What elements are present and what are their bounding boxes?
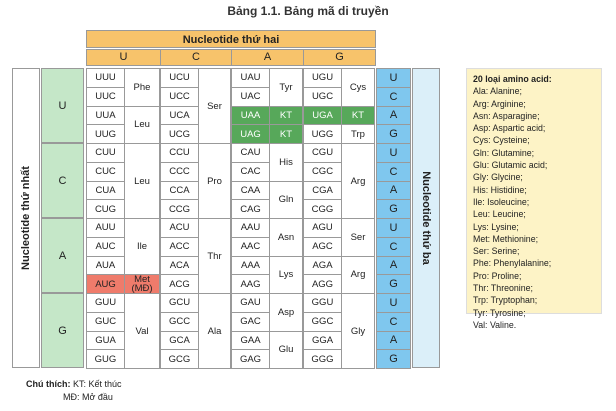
table-title: Bảng 1.1. Bảng mã di truyền	[227, 4, 389, 18]
amino-acid-legend	[466, 68, 602, 330]
amino-acid-kt3: KT	[341, 106, 375, 126]
codon-cell: CGG	[303, 199, 342, 219]
legend-item: Gln: Glutamine;	[473, 147, 535, 158]
codon-cell: AGU	[303, 218, 342, 238]
amino-acid-leu1: Leu	[124, 106, 160, 145]
amino-acid-trp: Trp	[341, 124, 375, 144]
third-base-cell: G	[376, 124, 411, 144]
legend-item: Glu: Glutamic acid;	[473, 160, 548, 171]
codon-cell: UGU	[303, 68, 342, 88]
codon-cell: CCG	[160, 199, 199, 219]
codon-cell: AAA	[231, 256, 270, 276]
legend-item: Cys: Cysteine;	[473, 135, 530, 146]
third-base-cell: U	[376, 218, 411, 238]
amino-acid-tyr: Tyr	[269, 68, 303, 107]
legend-item: Asp: Aspartic acid;	[473, 123, 546, 134]
legend-item: Phe: Phenylalanine;	[473, 258, 552, 269]
codon-cell: CUC	[86, 162, 125, 182]
codon-cell: GCC	[160, 312, 199, 332]
codon-cell: CAG	[231, 199, 270, 219]
codon-cell: GUU	[86, 293, 125, 313]
codon-cell: AGA	[303, 256, 342, 276]
amino-acid-val: Val	[124, 293, 160, 369]
codon-cell: ACC	[160, 237, 199, 257]
legend-item: Tyr: Tyrosine;	[473, 307, 526, 318]
third-nucleotide-label: Nucleotide thứ ba	[420, 171, 432, 265]
amino-acid-asp: Asp	[269, 293, 303, 332]
codon-cell: CCU	[160, 143, 199, 163]
column-header-a: A	[231, 49, 304, 66]
codon-cell: CCC	[160, 162, 199, 182]
codon-cell: UUU	[86, 68, 125, 88]
third-base-cell: C	[376, 312, 411, 332]
codon-cell: UCG	[160, 124, 199, 144]
amino-acid-his: His	[269, 143, 303, 182]
amino-acid-kt2: KT	[269, 124, 303, 144]
third-base-cell: U	[376, 293, 411, 313]
codon-cell: CAA	[231, 181, 270, 201]
amino-acid-phe: Phe	[124, 68, 160, 107]
codon-cell: ACG	[160, 274, 199, 294]
codon-cell: UCC	[160, 87, 199, 107]
third-base-cell: C	[376, 162, 411, 182]
codon-cell: AAC	[231, 237, 270, 257]
codon-cell: CUG	[86, 199, 125, 219]
codon-cell: UAU	[231, 68, 270, 88]
codon-cell: AGG	[303, 274, 342, 294]
codon-cell: CAU	[231, 143, 270, 163]
met-label: Met	[134, 274, 150, 286]
row-header-c: C	[41, 143, 84, 218]
third-base-cell: U	[376, 68, 411, 88]
second-nucleotide-header: Nucleotide thứ hai	[86, 30, 376, 48]
amino-acid-ser2: Ser	[341, 218, 375, 257]
legend-item: Ser: Serine;	[473, 246, 520, 257]
third-base-cell: A	[376, 331, 411, 351]
codon-cell: CGA	[303, 181, 342, 201]
note-line-1	[26, 379, 122, 389]
codon-cell: AUA	[86, 256, 125, 276]
codon-cell: AAU	[231, 218, 270, 238]
legend-item: His: Histidine;	[473, 184, 527, 195]
legend-item: Thr: Threonine;	[473, 283, 533, 294]
codon-cell: GUG	[86, 349, 125, 369]
row-header-u: U	[41, 68, 84, 143]
third-base-cell: C	[376, 237, 411, 257]
amino-acid-ser: Ser	[198, 68, 231, 144]
codon-cell: ACA	[160, 256, 199, 276]
amino-acid-pro: Pro	[198, 143, 231, 219]
legend-item: Ile: Isoleucine;	[473, 196, 530, 207]
codon-cell: CUA	[86, 181, 125, 201]
row-header-g: G	[41, 293, 84, 368]
amino-acid-arg2: Arg	[341, 256, 375, 295]
codon-cell: UGA	[303, 106, 342, 126]
amino-acid-glu: Glu	[269, 331, 303, 370]
legend-item: Pro: Proline;	[473, 270, 522, 281]
legend-item: Lys: Lysine;	[473, 221, 519, 232]
amino-acid-ala: Ala	[198, 293, 231, 369]
amino-acid-ile: Ile	[124, 218, 160, 275]
amino-acid-lys: Lys	[269, 256, 303, 295]
codon-cell: GCA	[160, 331, 199, 351]
codon-cell: CCA	[160, 181, 199, 201]
codon-cell: AUC	[86, 237, 125, 257]
codon-cell: UUC	[86, 87, 125, 107]
legend-item: Gly: Glycine;	[473, 172, 523, 183]
amino-acid-kt1: KT	[269, 106, 303, 126]
codon-cell: AUG	[86, 274, 125, 294]
amino-acid-thr: Thr	[198, 218, 231, 294]
codon-cell: UGG	[303, 124, 342, 144]
codon-cell: CGC	[303, 162, 342, 182]
row-header-a: A	[41, 218, 84, 293]
column-header-c: C	[160, 49, 232, 66]
codon-cell: UAC	[231, 87, 270, 107]
codon-cell: AAG	[231, 274, 270, 294]
amino-acid-met	[124, 274, 160, 294]
codon-cell: AUU	[86, 218, 125, 238]
codon-cell: GGG	[303, 349, 342, 369]
note-kt: KT: Kết thúc	[73, 379, 122, 389]
codon-cell: GAC	[231, 312, 270, 332]
legend-title: 20 loại amino acid:	[473, 74, 552, 84]
legend-item: Arg: Arginine;	[473, 98, 526, 109]
codon-cell: UUA	[86, 106, 125, 126]
codon-cell: UAA	[231, 106, 270, 126]
third-base-cell: A	[376, 181, 411, 201]
legend-item: Asn: Asparagine;	[473, 110, 540, 121]
amino-acid-gly: Gly	[341, 293, 375, 369]
legend-item: Leu: Leucine;	[473, 209, 526, 220]
codon-cell: GUC	[86, 312, 125, 332]
amino-acid-arg1: Arg	[341, 143, 375, 219]
note-label: Chú thích:	[26, 379, 71, 389]
codon-cell: GGA	[303, 331, 342, 351]
codon-cell: ACU	[160, 218, 199, 238]
codon-cell: GCU	[160, 293, 199, 313]
codon-cell: UUG	[86, 124, 125, 144]
first-nucleotide-label: Nucleotide thứ nhất	[20, 166, 33, 270]
legend-item: Met: Methionine;	[473, 233, 539, 244]
codon-cell: UAG	[231, 124, 270, 144]
note-md: MĐ: Mở đầu	[63, 392, 113, 402]
codon-cell: UGC	[303, 87, 342, 107]
legend-item: Ala: Alanine;	[473, 86, 522, 97]
codon-cell: UCU	[160, 68, 199, 88]
codon-cell: GAG	[231, 349, 270, 369]
codon-cell: GAU	[231, 293, 270, 313]
codon-cell: AGC	[303, 237, 342, 257]
amino-acid-cys: Cys	[341, 68, 375, 107]
codon-cell: GCG	[160, 349, 199, 369]
third-base-cell: C	[376, 87, 411, 107]
amino-acid-asn: Asn	[269, 218, 303, 257]
third-base-cell: A	[376, 256, 411, 276]
codon-cell: GGC	[303, 312, 342, 332]
codon-cell: CGU	[303, 143, 342, 163]
codon-cell: GGU	[303, 293, 342, 313]
codon-cell: GUA	[86, 331, 125, 351]
third-base-cell: G	[376, 349, 411, 369]
codon-cell: CAC	[231, 162, 270, 182]
column-header-u: U	[86, 49, 161, 66]
third-base-cell: G	[376, 274, 411, 294]
legend-item: Trp: Tryptophan;	[473, 295, 538, 306]
codon-cell: GAA	[231, 331, 270, 351]
third-base-cell: G	[376, 199, 411, 219]
amino-acid-gln: Gln	[269, 181, 303, 220]
codon-cell: UCA	[160, 106, 199, 126]
third-base-cell: A	[376, 106, 411, 126]
column-header-g: G	[303, 49, 376, 66]
start-label: (MĐ)	[131, 283, 153, 295]
codon-cell: CUU	[86, 143, 125, 163]
amino-acid-leu2: Leu	[124, 143, 160, 219]
third-base-cell: U	[376, 143, 411, 163]
legend-item: Val: Valine.	[473, 319, 517, 330]
